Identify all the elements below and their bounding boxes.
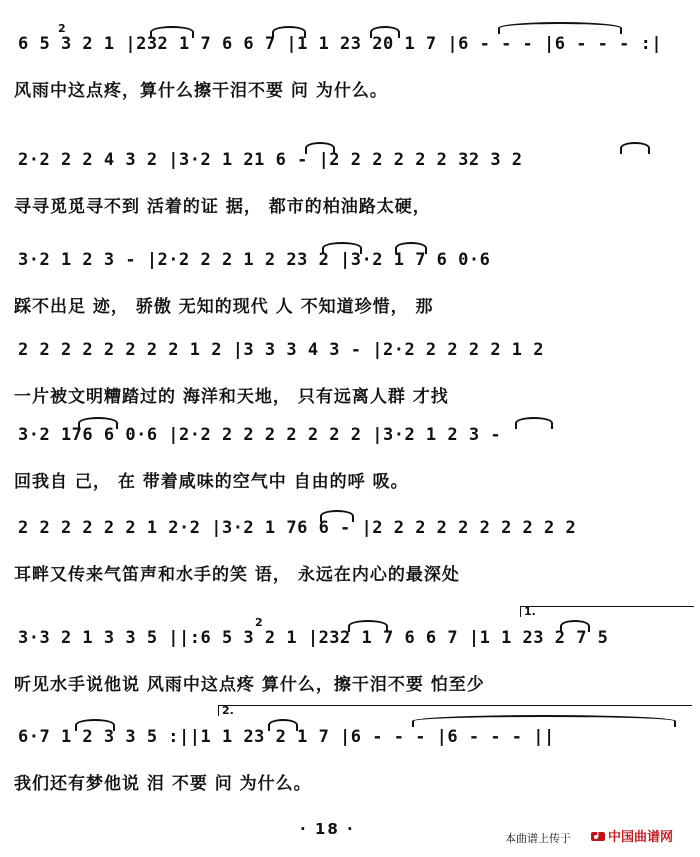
slur-mark [272, 26, 306, 38]
music-note-logo-icon [590, 829, 606, 843]
page-number: · 18 · [300, 820, 355, 838]
notation-line: 6·7 1 2 3 3 5 :||1 1 23 2 1 7 |6 - - - |6 - - - || [18, 727, 555, 747]
tie-mark [412, 715, 676, 727]
notation-line: 2 2 2 2 2 2 1 2·2 |3·2 1 76 6 - |2 2 2 2 2 2 2 2 2 2 [18, 518, 577, 538]
lyric-line: 回我自 己， 在 带着咸味的空气中 自由的呼 吸。 [14, 472, 409, 492]
notation-line: 6 5 3 2 1 |232 1 7 6 6 7 |1 1 23 20 1 7 |6 - - - |6 - - - :| [18, 34, 663, 54]
notation-line: 3·3 2 1 3 3 5 ||:6 5 3 2 1 |232 1 7 6 6 7 |1 1 23 2 7 5 [18, 628, 609, 648]
slur-mark [75, 719, 115, 731]
notation-line: 2 2 2 2 2 2 2 2 1 2 |3 3 3 4 3 - |2·2 2 2 2 2 1 2 [18, 340, 545, 360]
tie-mark [498, 22, 622, 34]
first-ending-bracket: 1. [520, 606, 694, 617]
slur-mark [305, 142, 335, 154]
slur-mark [370, 26, 400, 38]
slur-mark [78, 417, 118, 429]
slur-mark [515, 417, 553, 429]
grace-note: 2 [58, 22, 66, 35]
slur-mark [322, 242, 362, 254]
lyric-line: 风雨中这点疼，算什么擦干泪不要 问 为什么。 [14, 81, 388, 101]
grace-note: 2 [255, 616, 263, 629]
notation-line: 3·2 1 2 3 - |2·2 2 2 1 2 23 2 |3·2 1 7 6 0·6 [18, 250, 491, 270]
slur-mark [395, 242, 427, 254]
slur-mark [620, 142, 650, 154]
slur-mark [150, 26, 194, 38]
slur-mark [560, 620, 590, 632]
lyric-line: 听见水手说他说 风雨中这点疼 算什么，擦干泪不要 怕至少 [14, 675, 485, 695]
slur-mark [320, 510, 354, 522]
notation-line: 2·2 2 2 4 3 2 |3·2 1 21 6 - |2 2 2 2 2 2 32 3 2 [18, 150, 523, 170]
lyric-line: 寻寻觅觅寻不到 活着的证 据， 都市的柏油路太硬， [14, 197, 431, 217]
lyric-line: 踩不出足 迹， 骄傲 无知的现代 人 不知道珍惜， 那 [14, 297, 434, 317]
notation-line: 3·2 176 6 0·6 |2·2 2 2 2 2 2 2 2 |3·2 1 2 3 - [18, 425, 502, 445]
upload-credit: 本曲谱上传于 [505, 832, 571, 845]
site-name: 中国曲谱网 [608, 830, 674, 845]
lyric-line: 一片被文明糟踏过的 海洋和天地， 只有远离人群 才找 [14, 387, 449, 407]
lyric-line: 耳畔又传来气笛声和水手的笑 语， 永远在内心的最深处 [14, 565, 460, 585]
lyric-line: 我们还有梦他说 泪 不要 问 为什么。 [14, 774, 312, 794]
slur-mark [348, 620, 388, 632]
second-ending-bracket: 2. [218, 705, 692, 716]
slur-mark [268, 719, 298, 731]
site-logo [590, 826, 673, 845]
